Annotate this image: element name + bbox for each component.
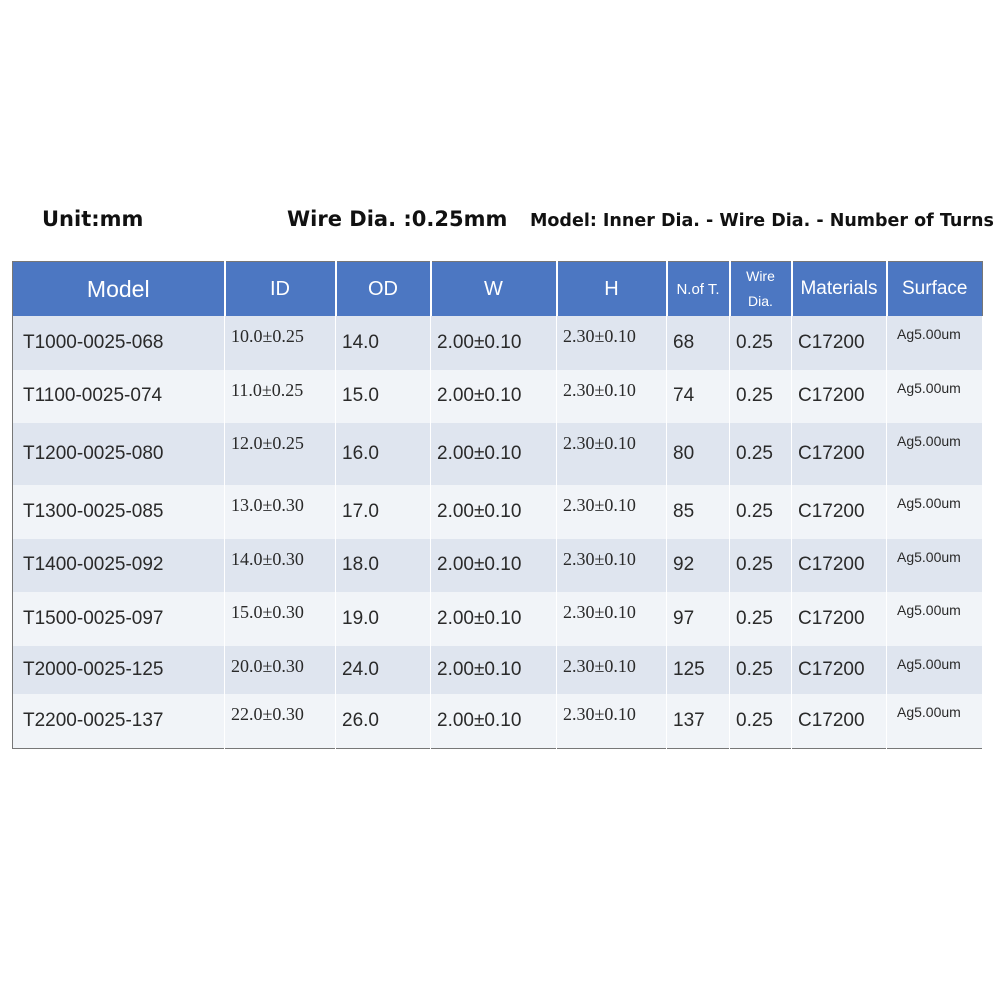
cell-w: 2.00±0.10: [431, 485, 557, 539]
model-format-caption: Model: Inner Dia. - Wire Dia. - Number of Turns: [530, 211, 994, 231]
cell-turns: 74: [667, 370, 730, 424]
cell-surface: Ag5.00um: [887, 646, 983, 694]
cell-turns: 137: [667, 694, 730, 749]
table-header-row: [13, 262, 983, 317]
cell-id: 15.0±0.30: [225, 592, 336, 646]
cell-surface: Ag5.00um: [887, 694, 983, 749]
header-materials: Materials: [792, 262, 887, 317]
cell-model: T1100-0025-074: [13, 370, 225, 424]
cell-model: T1500-0025-097: [13, 592, 225, 646]
table-row: [13, 370, 983, 424]
cell-wire-dia: 0.25: [730, 485, 792, 539]
cell-od: 16.0: [336, 423, 431, 485]
cell-material: C17200: [792, 485, 887, 539]
cell-id: 12.0±0.25: [225, 423, 336, 485]
cell-turns: 80: [667, 423, 730, 485]
cell-wire-dia: 0.25: [730, 539, 792, 593]
table-row: [13, 423, 983, 485]
cell-h: 2.30±0.10: [557, 646, 667, 694]
cell-surface: Ag5.00um: [887, 485, 983, 539]
table-row: [13, 592, 983, 646]
cell-turns: 97: [667, 592, 730, 646]
cell-h: 2.30±0.10: [557, 423, 667, 485]
header-turns: N.of T.: [667, 262, 730, 317]
header-surface: Surface: [887, 262, 983, 317]
spec-table: [12, 261, 983, 749]
cell-w: 2.00±0.10: [431, 694, 557, 749]
cell-material: C17200: [792, 316, 887, 370]
wire-dia-caption: Wire Dia. :0.25mm: [287, 207, 508, 231]
cell-wire-dia: 0.25: [730, 423, 792, 485]
cell-turns: 85: [667, 485, 730, 539]
table-row: [13, 485, 983, 539]
cell-wire-dia: 0.25: [730, 694, 792, 749]
cell-material: C17200: [792, 539, 887, 593]
cell-w: 2.00±0.10: [431, 539, 557, 593]
cell-od: 18.0: [336, 539, 431, 593]
table-row: [13, 646, 983, 694]
cell-h: 2.30±0.10: [557, 539, 667, 593]
cell-od: 14.0: [336, 316, 431, 370]
cell-surface: Ag5.00um: [887, 592, 983, 646]
cell-surface: Ag5.00um: [887, 316, 983, 370]
table-row: [13, 694, 983, 749]
cell-h: 2.30±0.10: [557, 316, 667, 370]
cell-wire-dia: 0.25: [730, 316, 792, 370]
cell-w: 2.00±0.10: [431, 592, 557, 646]
cell-w: 2.00±0.10: [431, 646, 557, 694]
cell-h: 2.30±0.10: [557, 485, 667, 539]
table-row: [13, 316, 983, 370]
cell-od: 26.0: [336, 694, 431, 749]
unit-caption: Unit:mm: [42, 207, 144, 231]
header-model: Model: [13, 262, 225, 317]
cell-material: C17200: [792, 370, 887, 424]
cell-h: 2.30±0.10: [557, 370, 667, 424]
cell-h: 2.30±0.10: [557, 592, 667, 646]
cell-turns: 92: [667, 539, 730, 593]
cell-id: 20.0±0.30: [225, 646, 336, 694]
cell-material: C17200: [792, 592, 887, 646]
table-row: [13, 539, 983, 593]
cell-model: T1000-0025-068: [13, 316, 225, 370]
header-od: OD: [336, 262, 431, 317]
header-wire-dia-line2: Dia.: [748, 293, 773, 309]
cell-id: 10.0±0.25: [225, 316, 336, 370]
cell-model: T1400-0025-092: [13, 539, 225, 593]
cell-model: T1300-0025-085: [13, 485, 225, 539]
cell-od: 24.0: [336, 646, 431, 694]
cell-w: 2.00±0.10: [431, 316, 557, 370]
cell-surface: Ag5.00um: [887, 370, 983, 424]
cell-id: 13.0±0.30: [225, 485, 336, 539]
cell-od: 17.0: [336, 485, 431, 539]
cell-id: 14.0±0.30: [225, 539, 336, 593]
cell-id: 22.0±0.30: [225, 694, 336, 749]
header-w: W: [431, 262, 557, 317]
cell-model: T2200-0025-137: [13, 694, 225, 749]
cell-wire-dia: 0.25: [730, 646, 792, 694]
cell-od: 19.0: [336, 592, 431, 646]
cell-id: 11.0±0.25: [225, 370, 336, 424]
cell-material: C17200: [792, 694, 887, 749]
cell-turns: 68: [667, 316, 730, 370]
cell-w: 2.00±0.10: [431, 423, 557, 485]
cell-surface: Ag5.00um: [887, 423, 983, 485]
cell-turns: 125: [667, 646, 730, 694]
header-wire-dia-line1: Wire: [746, 268, 775, 284]
cell-surface: Ag5.00um: [887, 539, 983, 593]
cell-material: C17200: [792, 646, 887, 694]
cell-model: T2000-0025-125: [13, 646, 225, 694]
cell-wire-dia: 0.25: [730, 592, 792, 646]
cell-h: 2.30±0.10: [557, 694, 667, 749]
header-h: H: [557, 262, 667, 317]
cell-model: T1200-0025-080: [13, 423, 225, 485]
cell-material: C17200: [792, 423, 887, 485]
header-id: ID: [225, 262, 336, 317]
cell-w: 2.00±0.10: [431, 370, 557, 424]
cell-wire-dia: 0.25: [730, 370, 792, 424]
cell-od: 15.0: [336, 370, 431, 424]
header-wire-dia: [730, 262, 792, 317]
